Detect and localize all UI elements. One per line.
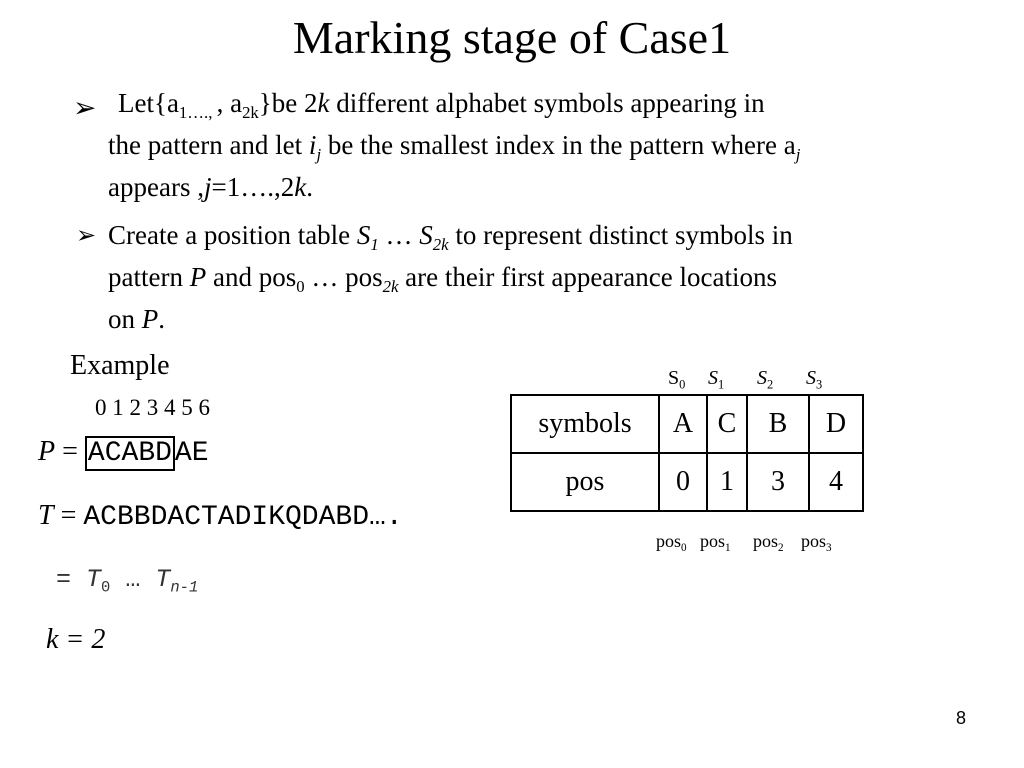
subscript: 1 [718, 377, 725, 392]
t0-variable: T [86, 565, 102, 594]
table-column-label-pos2 [753, 528, 784, 554]
italic-run: S [356, 220, 371, 250]
subscript: n-1 [170, 578, 199, 597]
subscript: 0 [296, 276, 305, 296]
k-value: k = 2 [46, 624, 106, 655]
subscript: j [316, 144, 322, 164]
bullet-arrow-icon: ➢ [76, 223, 97, 249]
subscript: 0 [679, 377, 686, 392]
italic-run: j [203, 172, 212, 202]
bullet-2-line-1 [108, 214, 793, 256]
table-column-label-s3 [806, 364, 822, 392]
italic-run: i [308, 130, 317, 160]
text-run: , a [216, 88, 243, 118]
table-cell: 4 [809, 453, 863, 511]
label-main: S [806, 367, 816, 389]
equals-sign: = [56, 565, 87, 594]
subscript: 2k [242, 102, 259, 122]
row-header-pos: pos [511, 453, 659, 511]
subscript: 2k [432, 234, 449, 254]
bullet-2-line-2 [108, 256, 777, 298]
text-run: are their first appearance locations [398, 262, 777, 292]
subscript: 0 [681, 541, 687, 554]
pattern-indices: 0 1 2 3 4 5 6 [95, 395, 210, 420]
text-run: appears , [108, 172, 204, 202]
label-main: pos [656, 531, 682, 551]
subscript: 3 [826, 541, 832, 554]
text-run: =1….,2 [211, 172, 295, 202]
pattern-boxed-prefix: ACABD [85, 436, 175, 471]
tn-variable: T [155, 565, 171, 594]
text-run: . [306, 172, 313, 202]
label-main: pos [753, 531, 779, 551]
table-column-label-pos0 [656, 528, 687, 554]
table-cell: 0 [659, 453, 707, 511]
table-row [511, 453, 863, 511]
table-cell: B [747, 395, 809, 453]
text-run: … [378, 220, 420, 250]
subscript: 1…., [178, 102, 217, 122]
example-label: Example [70, 350, 170, 381]
label-main: pos [801, 531, 827, 551]
label-main: S [668, 367, 680, 389]
table-column-label-s1 [708, 364, 724, 392]
subscript: 3 [816, 377, 823, 392]
label-main: S [757, 367, 767, 389]
bullet-2-line-3 [108, 298, 165, 340]
table-cell: D [809, 395, 863, 453]
table-cell: A [659, 395, 707, 453]
row-header-symbols: symbols [511, 395, 659, 453]
text-line [38, 496, 403, 538]
table-column-label-pos1 [700, 528, 731, 554]
table-cell: 3 [747, 453, 809, 511]
text-run: . [158, 304, 165, 334]
text-decomposition-line [56, 560, 198, 600]
text-variable: T [38, 500, 54, 531]
text-run: be the smallest index in the pattern where a [321, 130, 796, 160]
subscript: 1 [370, 234, 379, 254]
subscript: j [795, 144, 801, 164]
text-run: Let{a [118, 88, 179, 118]
pattern-line [38, 432, 209, 474]
slide-title: Marking stage of Case1 [292, 12, 732, 63]
italic-run: P [189, 262, 207, 292]
text-run: the pattern and let [108, 130, 309, 160]
italic-run: k [294, 172, 307, 202]
pattern-variable: P [38, 436, 56, 467]
label-main: pos [700, 531, 726, 551]
bullet-1-line-2 [108, 124, 800, 166]
table-cell: C [707, 395, 747, 453]
position-table [510, 394, 864, 512]
subscript: 2 [778, 541, 784, 554]
text-run: to represent distinct symbols in [448, 220, 793, 250]
table-column-label-s2 [757, 364, 773, 392]
subscript: 2k [382, 276, 399, 296]
text-run: different alphabet symbols appearing in [329, 88, 765, 118]
table-column-label-pos3 [801, 528, 832, 554]
table-cell: 1 [707, 453, 747, 511]
subscript: 1 [725, 541, 731, 554]
text-run: }be 2 [258, 88, 318, 118]
bullet-1-line-1 [118, 82, 765, 124]
subscript: 2 [767, 377, 774, 392]
label-main: S [708, 367, 718, 389]
text-run: pattern [108, 262, 190, 292]
ellipsis: … [110, 565, 156, 594]
text-run: on [108, 304, 142, 334]
italic-run: k [317, 88, 330, 118]
page-number: 8 [955, 708, 966, 728]
text-run: … pos [304, 262, 383, 292]
bullet-arrow-icon: ➢ [73, 93, 97, 124]
italic-run: S [419, 220, 433, 250]
text-run: Create a position table [108, 220, 357, 250]
subscript: 0 [101, 578, 111, 597]
equals-sign: = [55, 436, 85, 467]
table-column-label-s0 [668, 364, 685, 392]
pattern-rest: AE [174, 438, 209, 469]
italic-run: P [141, 304, 159, 334]
k-value-line [46, 620, 105, 660]
text-value: ACBBDACTADIKQDABD…. [83, 502, 403, 533]
text-run: and pos [206, 262, 297, 292]
bullet-1-line-3 [108, 166, 313, 208]
table-row [511, 395, 863, 453]
equals-sign: = [53, 500, 84, 531]
